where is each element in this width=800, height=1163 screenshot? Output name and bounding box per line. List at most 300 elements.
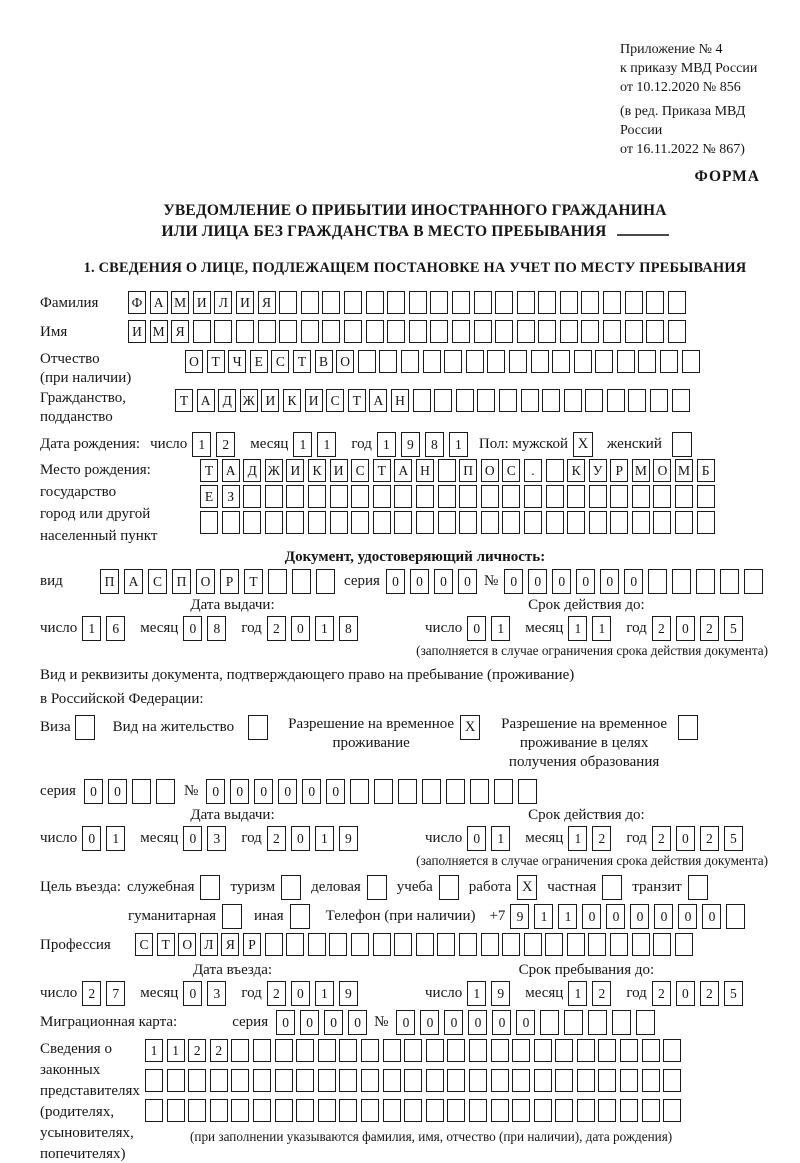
char-box: 0 <box>230 779 249 804</box>
char-box: 1 <box>491 826 510 851</box>
char-box <box>726 904 745 929</box>
char-box <box>589 485 607 508</box>
permit-number-label: № <box>183 783 199 799</box>
citizenship-label: Гражданство, подданство <box>40 390 127 425</box>
char-box <box>512 1069 530 1092</box>
char-box: 0 <box>528 569 547 594</box>
char-box <box>552 350 570 373</box>
migration-card-label: Миграционная карта: <box>40 1014 178 1030</box>
migration-number-label: № <box>374 1014 389 1030</box>
char-box <box>366 320 384 343</box>
purpose-tourism-checkbox <box>281 875 301 900</box>
char-box: 1 <box>145 1039 163 1062</box>
char-box <box>318 1039 336 1062</box>
purpose-other-checkbox <box>290 904 310 929</box>
char-box <box>290 904 310 929</box>
char-box <box>577 1069 595 1092</box>
char-box: 1 <box>315 826 334 851</box>
char-box: 0 <box>467 616 486 641</box>
law-ref-line: от 10.12.2020 № 856 <box>620 80 741 95</box>
char-box <box>481 933 499 956</box>
char-box: 0 <box>410 569 429 594</box>
purpose-option-label: работа <box>468 879 512 895</box>
sex-male-checkbox <box>573 432 593 457</box>
profession-row <box>40 933 790 958</box>
char-box <box>668 291 686 314</box>
char-box <box>648 569 667 594</box>
char-box <box>610 485 628 508</box>
char-box: Т <box>200 459 218 482</box>
char-box <box>610 933 628 956</box>
char-box <box>367 875 387 900</box>
char-box: 1 <box>315 616 334 641</box>
char-box <box>564 1010 583 1035</box>
char-box: 8 <box>425 432 444 457</box>
char-box: 0 <box>576 569 595 594</box>
char-box: 1 <box>293 432 312 457</box>
char-box: Л <box>214 291 232 314</box>
title-underline <box>617 234 669 236</box>
char-box: 1 <box>82 616 101 641</box>
permit-expiry-year-boxes <box>652 826 748 851</box>
issue-month-boxes <box>183 616 231 641</box>
char-box <box>555 1039 573 1062</box>
char-box <box>434 389 452 412</box>
char-box <box>589 511 607 534</box>
char-box <box>494 779 513 804</box>
char-box <box>675 511 693 534</box>
year-label: год <box>351 436 372 452</box>
char-box: 1 <box>568 981 587 1006</box>
char-box: 9 <box>491 981 510 1006</box>
char-box <box>491 1069 509 1092</box>
char-box: X <box>460 715 480 740</box>
stay-day-boxes <box>467 981 515 1006</box>
doc-series-boxes <box>386 569 482 594</box>
phone-boxes <box>510 904 750 929</box>
char-box <box>231 1069 249 1092</box>
char-box <box>567 933 585 956</box>
representatives-rows <box>145 1039 685 1145</box>
char-box <box>469 1099 487 1122</box>
char-box <box>546 459 564 482</box>
issue-heading: Дата выдачи: <box>190 597 275 613</box>
char-box <box>502 511 520 534</box>
char-box <box>243 485 261 508</box>
char-box <box>610 511 628 534</box>
issue-day-boxes <box>82 616 130 641</box>
char-box: Т <box>157 933 175 956</box>
char-box: 0 <box>552 569 571 594</box>
entry-year-boxes <box>267 981 363 1006</box>
char-box <box>243 511 261 534</box>
char-box: 2 <box>652 981 671 1006</box>
char-box <box>452 291 470 314</box>
char-box <box>413 389 431 412</box>
char-box <box>281 875 301 900</box>
temp-residence-edu-label: Разрешение на временное проживание в целях получения образования <box>501 716 668 770</box>
citizenship-row <box>40 389 790 427</box>
char-box <box>383 1039 401 1062</box>
char-box: 1 <box>317 432 336 457</box>
phone-prefix: +7 <box>489 908 506 924</box>
doc-number-label: № <box>483 573 499 589</box>
char-box <box>603 320 621 343</box>
char-box <box>231 1099 249 1122</box>
char-box <box>322 320 340 343</box>
char-box: 0 <box>678 904 697 929</box>
char-box: К <box>567 459 585 482</box>
char-box: 1 <box>192 432 211 457</box>
char-box: 1 <box>558 904 577 929</box>
char-box: Р <box>610 459 628 482</box>
char-box: И <box>286 459 304 482</box>
char-box: С <box>502 459 520 482</box>
identity-doc-note: (заполняется в случае ограничения срока действия документа) <box>416 643 768 658</box>
char-box <box>296 1069 314 1092</box>
char-box <box>409 320 427 343</box>
char-box: С <box>326 389 344 412</box>
char-box <box>499 389 517 412</box>
char-box <box>387 320 405 343</box>
char-box: 0 <box>291 616 310 641</box>
char-box: Л <box>200 933 218 956</box>
char-box <box>495 291 513 314</box>
char-box <box>636 1010 655 1035</box>
char-box <box>585 389 603 412</box>
char-box <box>344 291 362 314</box>
char-box: А <box>394 459 412 482</box>
char-box <box>200 511 218 534</box>
char-box <box>697 511 715 534</box>
char-box: . <box>524 459 542 482</box>
char-box <box>210 1099 228 1122</box>
char-box: 2 <box>216 432 235 457</box>
law-ref-line: к приказу МВД России <box>620 61 758 76</box>
char-box <box>534 1069 552 1092</box>
char-box <box>564 389 582 412</box>
given-name-row <box>40 320 790 345</box>
char-box: И <box>305 389 323 412</box>
char-box: Я <box>171 320 189 343</box>
char-box <box>567 485 585 508</box>
char-box: 1 <box>167 1039 185 1062</box>
char-box: А <box>369 389 387 412</box>
law-ref-amendment: (в ред. Приказа МВД России <box>620 104 746 138</box>
residence-doc-options <box>40 715 790 772</box>
char-box <box>524 511 542 534</box>
char-box <box>459 485 477 508</box>
residence-doc-dates <box>40 807 790 851</box>
char-box <box>697 485 715 508</box>
char-box: 9 <box>339 981 358 1006</box>
char-box <box>222 904 242 929</box>
char-box <box>318 1069 336 1092</box>
birth-place-row3 <box>200 511 718 534</box>
char-box: 0 <box>676 981 695 1006</box>
char-box: 5 <box>724 826 743 851</box>
purpose-option-label: учеба <box>396 879 433 895</box>
char-box <box>167 1099 185 1122</box>
char-box: 1 <box>534 904 553 929</box>
char-box <box>275 1069 293 1092</box>
char-box <box>447 1069 465 1092</box>
char-box: 0 <box>300 1010 319 1035</box>
char-box <box>646 291 664 314</box>
char-box <box>642 1099 660 1122</box>
char-box: 0 <box>183 981 202 1006</box>
char-box: Т <box>175 389 193 412</box>
char-box: З <box>222 485 240 508</box>
identity-expiry-group: Срок действия до: число 0 1 месяц 1 1 год 2 0 2 5 <box>425 597 748 641</box>
char-box <box>555 1069 573 1092</box>
purpose-business-checkbox <box>200 875 220 900</box>
residence-permit-checkbox <box>248 715 268 740</box>
char-box <box>258 320 276 343</box>
char-box: 1 <box>449 432 468 457</box>
char-box: 0 <box>434 569 453 594</box>
char-box <box>351 485 369 508</box>
char-box <box>620 1099 638 1122</box>
birth-place-labels: Место рождения: государство город или другой населенный пункт <box>40 462 158 544</box>
char-box <box>373 933 391 956</box>
char-box <box>517 320 535 343</box>
surname-label: Фамилия <box>40 295 99 311</box>
entry-dates <box>40 962 790 1006</box>
char-box <box>546 511 564 534</box>
birth-day-boxes <box>192 432 240 457</box>
char-box: 0 <box>291 826 310 851</box>
migration-number-boxes <box>396 1010 660 1035</box>
doc-type-boxes <box>100 569 340 594</box>
char-box <box>344 320 362 343</box>
char-box <box>444 350 462 373</box>
representatives-block <box>40 1039 790 1163</box>
char-box <box>322 291 340 314</box>
char-box <box>318 1099 336 1122</box>
form-title-line1: УВЕДОМЛЕНИЕ О ПРИБЫТИИ ИНОСТРАННОГО ГРАЖДАНИНА <box>163 202 667 219</box>
char-box: 0 <box>420 1010 439 1035</box>
char-box <box>308 933 326 956</box>
char-box <box>546 485 564 508</box>
char-box <box>512 1039 530 1062</box>
char-box: 0 <box>278 779 297 804</box>
char-box: 0 <box>183 616 202 641</box>
char-box <box>466 350 484 373</box>
char-box <box>231 1039 249 1062</box>
char-box <box>509 350 527 373</box>
expiry-heading: Срок действия до: <box>528 597 645 613</box>
char-box <box>459 933 477 956</box>
char-box: Т <box>348 389 366 412</box>
char-box <box>286 485 304 508</box>
char-box <box>316 569 335 594</box>
char-box <box>296 1039 314 1062</box>
char-box <box>426 1039 444 1062</box>
char-box <box>383 1069 401 1092</box>
phone-label: Телефон (при наличии) <box>325 908 476 924</box>
section1-heading: 1. СВЕДЕНИЯ О ЛИЦЕ, ПОДЛЕЖАЩЕМ ПОСТАНОВКЕ НА УЧЕТ ПО МЕСТУ ПРЕБЫВАНИЯ <box>83 260 747 276</box>
citizenship-boxes <box>175 389 693 412</box>
char-box <box>268 569 287 594</box>
char-box <box>524 485 542 508</box>
char-box <box>253 1039 271 1062</box>
char-box: 0 <box>276 1010 295 1035</box>
char-box <box>628 389 646 412</box>
char-box: 0 <box>676 826 695 851</box>
char-box <box>401 350 419 373</box>
char-box: 0 <box>468 1010 487 1035</box>
char-box <box>632 485 650 508</box>
char-box <box>339 1099 357 1122</box>
given-name-label: Имя <box>40 324 68 340</box>
visa-label: Виза <box>40 719 71 735</box>
char-box <box>394 485 412 508</box>
char-box: П <box>459 459 477 482</box>
char-box <box>470 779 489 804</box>
issue-year-boxes <box>267 616 363 641</box>
permit-issue-group: Дата выдачи: число 0 1 месяц 0 3 год 2 0 1 9 <box>40 807 425 851</box>
char-box: 7 <box>106 981 125 1006</box>
char-box <box>534 1099 552 1122</box>
char-box: 6 <box>106 616 125 641</box>
char-box <box>145 1099 163 1122</box>
char-box: 0 <box>624 569 643 594</box>
identity-issue-group: Дата выдачи: число 1 6 месяц 0 8 год 2 0 1 8 <box>40 597 425 641</box>
char-box <box>373 485 391 508</box>
char-box <box>404 1039 422 1062</box>
char-box <box>210 1069 228 1092</box>
char-box: Т <box>293 350 311 373</box>
sex-male-label: Пол: мужской <box>478 436 569 452</box>
purpose-study-checkbox <box>439 875 459 900</box>
char-box <box>265 485 283 508</box>
char-box <box>534 1039 552 1062</box>
char-box: 5 <box>724 616 743 641</box>
char-box <box>512 1099 530 1122</box>
char-box <box>598 1099 616 1122</box>
char-box: М <box>632 459 650 482</box>
char-box: 0 <box>654 904 673 929</box>
char-box: 0 <box>582 904 601 929</box>
char-box: 3 <box>207 981 226 1006</box>
char-box <box>279 291 297 314</box>
char-box <box>426 1069 444 1092</box>
entry-day-boxes <box>82 981 130 1006</box>
char-box <box>330 511 348 534</box>
char-box: И <box>236 291 254 314</box>
char-box: Т <box>373 459 391 482</box>
char-box <box>481 511 499 534</box>
birth-date-label: Дата рождения: <box>40 436 141 452</box>
doc-type-label: вид <box>40 573 63 589</box>
char-box <box>214 320 232 343</box>
char-box: М <box>675 459 693 482</box>
stay-month-boxes <box>568 981 616 1006</box>
char-box: А <box>150 291 168 314</box>
expiry-year-boxes <box>652 616 748 641</box>
identity-doc-row <box>40 569 790 594</box>
char-box: 0 <box>600 569 619 594</box>
char-box: 0 <box>108 779 127 804</box>
char-box: 9 <box>339 826 358 851</box>
char-box <box>545 933 563 956</box>
char-box <box>577 1039 595 1062</box>
char-box <box>456 389 474 412</box>
purpose-private-checkbox <box>602 875 622 900</box>
char-box <box>682 350 700 373</box>
char-box: У <box>589 459 607 482</box>
char-box <box>426 1099 444 1122</box>
char-box <box>663 1039 681 1062</box>
char-box: 1 <box>377 432 396 457</box>
char-box <box>398 779 417 804</box>
stay-year-boxes <box>652 981 748 1006</box>
char-box <box>296 1099 314 1122</box>
char-box <box>286 933 304 956</box>
char-box: 2 <box>652 616 671 641</box>
temp-residence-label: Разрешение на временное проживание <box>288 716 455 751</box>
birth-place-row1 <box>200 459 718 482</box>
char-box <box>620 1039 638 1062</box>
char-box <box>481 485 499 508</box>
char-box: О <box>481 459 499 482</box>
char-box: 0 <box>516 1010 535 1035</box>
char-box: Е <box>200 485 218 508</box>
char-box <box>625 320 643 343</box>
char-box <box>361 1069 379 1092</box>
char-box: Ф <box>128 291 146 314</box>
char-box <box>145 1069 163 1092</box>
char-box <box>350 779 369 804</box>
char-box: О <box>185 350 203 373</box>
entry-date-group: Дата въезда: число 2 7 месяц 0 3 год 2 0 1 9 <box>40 962 425 1006</box>
char-box <box>416 933 434 956</box>
char-box <box>602 875 622 900</box>
char-box: 2 <box>188 1039 206 1062</box>
char-box <box>617 350 635 373</box>
char-box: 2 <box>267 981 286 1006</box>
doc-number-boxes <box>504 569 768 594</box>
sex-female-label: женский <box>607 436 662 452</box>
char-box <box>502 933 520 956</box>
char-box <box>588 1010 607 1035</box>
char-box <box>286 511 304 534</box>
form-title-line2: ИЛИ ЛИЦА БЕЗ ГРАЖДАНСТВА В МЕСТО ПРЕБЫВАНИЯ <box>161 223 607 240</box>
day-label: число <box>150 436 188 452</box>
char-box: Ж <box>265 459 283 482</box>
char-box: 3 <box>207 826 226 851</box>
permit-issue-year-boxes <box>267 826 363 851</box>
char-box: 1 <box>315 981 334 1006</box>
char-box: Ч <box>228 350 246 373</box>
purpose-option-label: туризм <box>230 879 276 895</box>
purpose-row <box>40 875 790 900</box>
char-box: Т <box>207 350 225 373</box>
profession-boxes <box>135 933 696 956</box>
char-box <box>200 875 220 900</box>
char-box <box>308 485 326 508</box>
char-box: 0 <box>386 569 405 594</box>
char-box <box>265 511 283 534</box>
char-box <box>612 1010 631 1035</box>
representatives-row3 <box>145 1099 685 1122</box>
birth-place-rows <box>200 459 718 534</box>
char-box: С <box>271 350 289 373</box>
char-box <box>598 1069 616 1092</box>
purpose-row2 <box>40 904 790 929</box>
char-box <box>275 1099 293 1122</box>
